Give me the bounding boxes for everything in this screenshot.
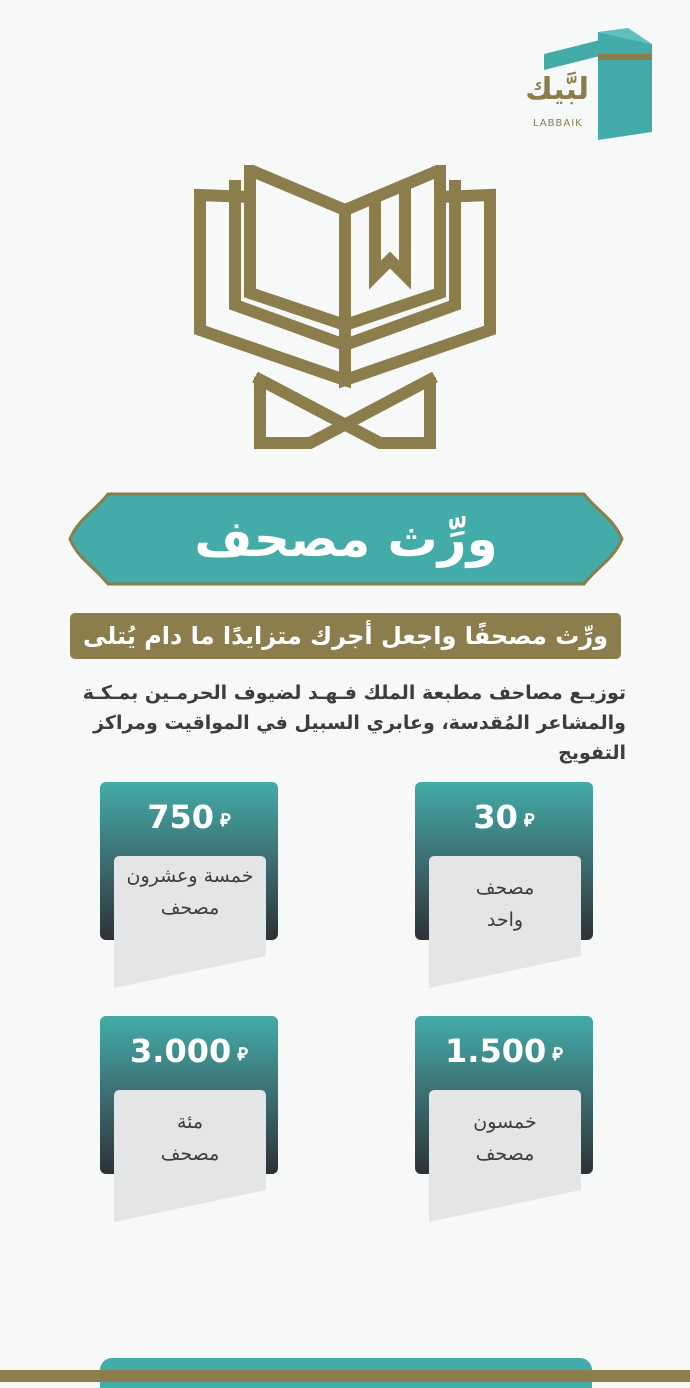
option-price: 3.000 (130, 1032, 232, 1070)
option-label-line2: مصحف (475, 1143, 535, 1165)
riyal-icon: ⃁ (523, 809, 535, 831)
donation-option-card[interactable] (100, 1016, 280, 1226)
option-label-line1: مئة (176, 1111, 204, 1133)
option-price: 30 (473, 798, 518, 836)
option-label-line2: مصحف (160, 1143, 220, 1165)
description: توزيـع مصاحف مطبعة الملك فـهـد لضيوف الحرمـين بمـكـة والمشاعر المُقدسة، وعابري السبيل في المواقيت ومراكز التفويج (82, 682, 626, 764)
option-label-line2: مصحف (160, 897, 220, 919)
brand-name-english: LABBAIK (533, 118, 583, 129)
donation-option-card[interactable] (100, 782, 280, 992)
quran-on-stand-icon (190, 165, 500, 455)
riyal-icon: ⃁ (552, 1043, 563, 1065)
option-label-line1: خمسة وعشرون (126, 865, 254, 887)
option-label-line1: مصحف (475, 877, 535, 899)
donation-option-card[interactable] (415, 782, 595, 992)
tagline: ورِّث مصحفًا واجعل أجرك متزايدًا ما دام يُتلى (70, 613, 621, 659)
riyal-icon: ⃁ (237, 1043, 248, 1065)
option-label-line2: واحد (486, 909, 524, 931)
riyal-icon: ⃁ (220, 809, 231, 831)
option-price: 750 (147, 798, 215, 836)
footer-bar (0, 1370, 690, 1382)
donation-option-card[interactable] (415, 1016, 595, 1226)
brand-name-arabic: لبَّيك (525, 72, 589, 107)
option-price: 1.500 (445, 1032, 547, 1070)
option-label-line1: خمسون (473, 1111, 537, 1133)
page-title: ورِّث مصحف (194, 510, 498, 568)
